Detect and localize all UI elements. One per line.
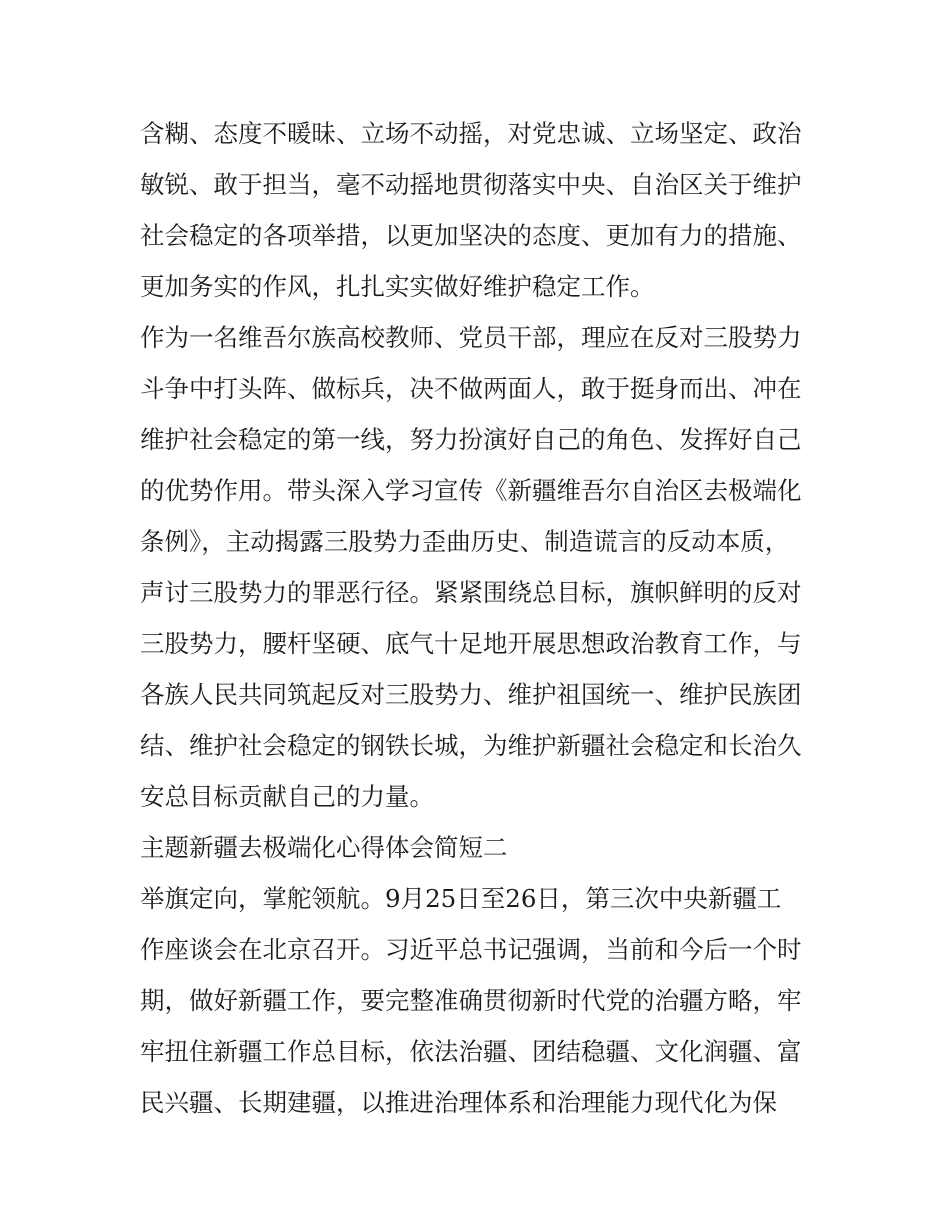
text-line: 斗争中打头阵、做标兵，决不做两面人，敢于挺身而出、冲在 [140, 374, 802, 403]
text-line: 牢扭住新疆工作总目标，依法治疆、团结稳疆、文化润疆、富 [140, 1037, 802, 1066]
text-line: 作为一名维吾尔族高校教师、党员干部，理应在反对三股势力 [140, 323, 802, 352]
text-line: 作座谈会在北京召开。习近平总书记强调，当前和今后一个时 [140, 935, 802, 964]
body-text [140, 108, 820, 1128]
text-line: 期，做好新疆工作，要完整准确贯彻新时代党的治疆方略，牢 [140, 986, 802, 1015]
text-line: 三股势力，腰杆坚硬、底气十足地开展思想政治教育工作，与 [140, 629, 802, 658]
text-line: 社会稳定的各项举措，以更加坚决的态度、更加有力的措施、 [140, 221, 802, 250]
text-line: 更加务实的作风，扎扎实实做好维护稳定工作。 [140, 272, 655, 301]
text-line: 民兴疆、长期建疆，以推进治理体系和治理能力现代化为保 [140, 1088, 777, 1117]
text-line: 的优势作用。带头深入学习宣传《新疆维吾尔自治区去极端化 [140, 476, 802, 505]
text-line: 维护社会稳定的第一线，努力扮演好自己的角色、发挥好自己 [140, 425, 802, 454]
text-line: 条例》，主动揭露三股势力歪曲历史、制造谎言的反动本质， [140, 527, 790, 556]
text-line: 含糊、态度不暖昧、立场不动摇，对党忠诚、立场坚定、政治 [140, 119, 802, 148]
text-line: 结、维护社会稳定的钢铁长城，为维护新疆社会稳定和长治久 [140, 731, 802, 760]
text-line: 声讨三股势力的罪恶行径。紧紧围绕总目标，旗帜鲜明的反对 [140, 578, 802, 607]
text-line: 各族人民共同筑起反对三股势力、维护祖国统一、维护民族团 [140, 680, 802, 709]
text-line: 举旗定向，掌舵领航。9月25日至26日，第三次中央新疆工 [140, 884, 782, 913]
text-line: 敏锐、敢于担当，毫不动摇地贯彻落实中央、自治区关于维护 [140, 170, 802, 199]
text-line: 安总目标贡献自己的力量。 [140, 782, 434, 811]
section-heading: 主题新疆去极端化心得体会简短二 [140, 833, 508, 862]
